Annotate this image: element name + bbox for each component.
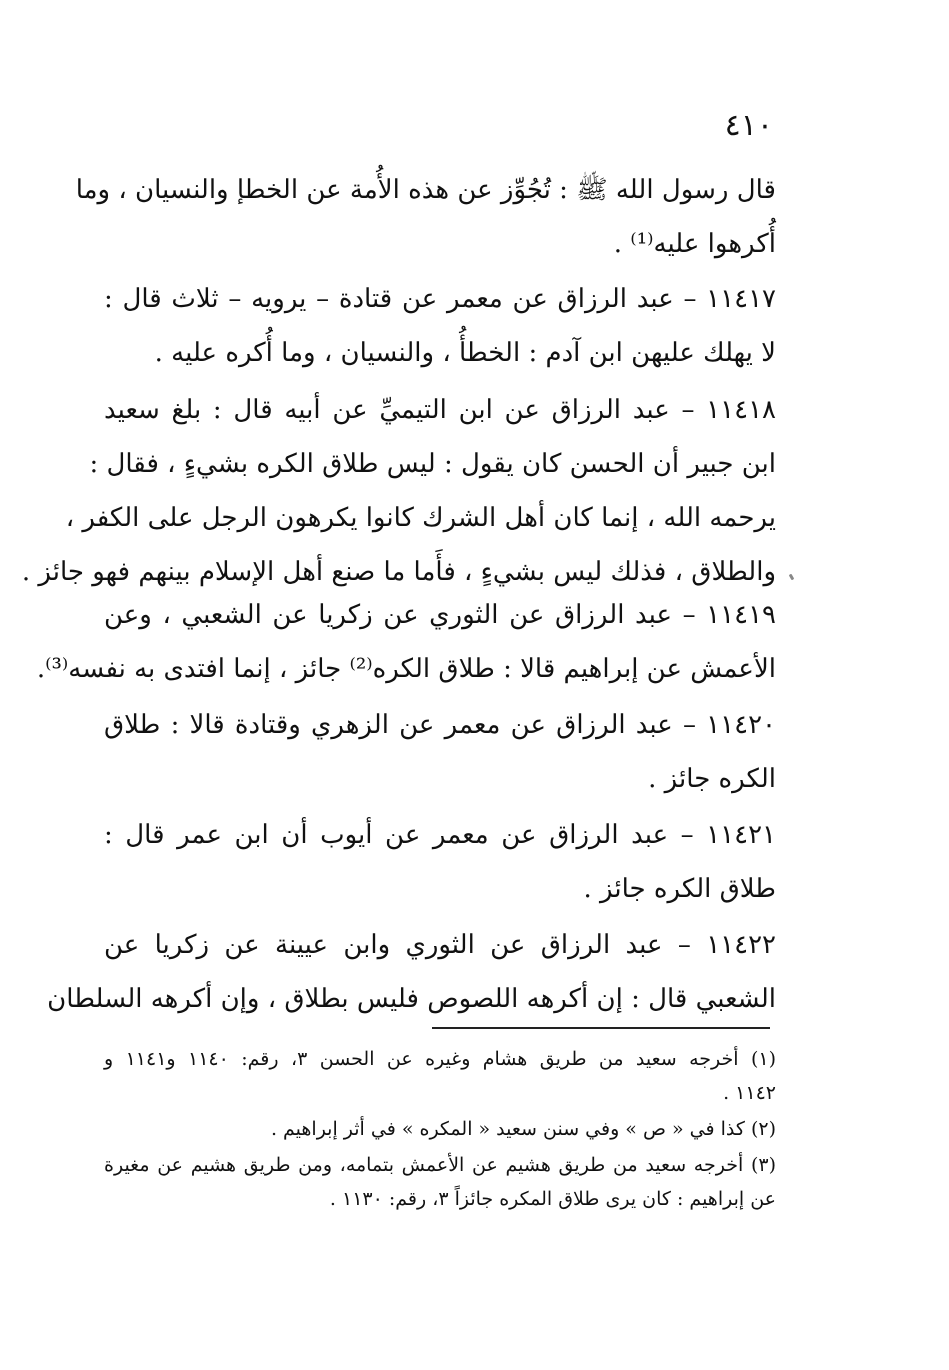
text-line: ١١٤١٩ – عبد الرزاق عن الثوري عن زكريا عن الشعبي ، وعن [104, 600, 776, 630]
text-line: ١١٤١٨ – عبد الرزاق عن ابن التيميِّ عن أبيه قال : بلغ سعيد [104, 395, 776, 425]
text-line: طلاق الكره جائز . [583, 874, 776, 904]
hadith-paragraph [75, 163, 776, 271]
text-line: الأعمش عن إبراهيم قالا : طلاق الكره⁽²⁾ جائز ، إنما افتدى به نفسه⁽³⁾. [36, 654, 776, 684]
page-number: ٤١٠ [724, 108, 773, 143]
hadith-paragraph [104, 272, 776, 380]
footnote-divider [432, 1027, 770, 1029]
footnote-line: ١١٤٢ . [723, 1082, 776, 1104]
footnote-line: عن إبراهيم : كان يرى طلاق المكره جائزاً ٣، رقم: ١١٣٠ . [329, 1188, 776, 1210]
footnote [104, 1112, 776, 1146]
text-line: ابن جبير أن الحسن كان يقول : ليس طلاق الكره بشيءٍ ، فقال : [89, 449, 776, 479]
footnote-line: (٢) كذا في « ص » وفي سنن سعيد « المكره » في أثر إبراهيم . [270, 1118, 776, 1140]
text-line: ١١٤٢٢ – عبد الرزاق عن الثوري وابن عيينة عن زكريا عن [104, 930, 777, 960]
footnote [104, 1042, 776, 1110]
text-line: ١١٤٢١ – عبد الرزاق عن معمر عن أيوب أن ابن عمر قال : [104, 820, 776, 850]
text-line: الكره جائز . [648, 764, 776, 794]
hadith-paragraph [47, 918, 777, 1026]
text-line: يرحمه الله ، إنما كان أهل الشرك كانوا يكرهون الرجل على الكفر ، [65, 503, 776, 533]
footnote-line: (٣) أخرجه سعيد من طريق هشيم عن الأعمش بتمامه، ومن طريق هشيم عن مغيرة [104, 1154, 776, 1176]
scan-speck [789, 574, 795, 581]
text-line: لا يهلك عليهن ابن آدم : الخطأُ ، والنسيان ، وما أُكره عليه . [154, 338, 776, 368]
hadith-paragraph [104, 808, 776, 916]
text-line: ١١٤١٧ – عبد الرزاق عن معمر عن قتادة – يرويه – ثلاث قال : [104, 284, 776, 314]
text-line: ١١٤٢٠ – عبد الرزاق عن معمر عن الزهري وقتادة قالا : طلاق [104, 710, 776, 740]
hadith-paragraph [36, 588, 776, 696]
hadith-paragraph [104, 698, 776, 806]
text-line: أُكرهوا عليه⁽¹⁾ . [613, 229, 776, 259]
text-line: والطلاق ، فذلك ليس بشيءٍ ، فأَما ما صنع أهل الإسلام بينهم فهو جائز . [21, 557, 776, 587]
text-line: قال رسول الله ﷺ : تُجُوِّز عن هذه الأُمة عن الخطإ والنسيان ، وما [75, 175, 776, 205]
footnote [104, 1148, 776, 1216]
text-line: الشعبي قال : إن أكرهه اللصوص فليس بطلاق ، وإن أكرهه السلطان [47, 984, 776, 1014]
footnote-line: (١) أخرجه سعيد من طريق هشام وغيره عن الحسن ٣، رقم: ١١٤٠ و١١٤١ و [104, 1048, 777, 1070]
hadith-paragraph [21, 383, 776, 599]
